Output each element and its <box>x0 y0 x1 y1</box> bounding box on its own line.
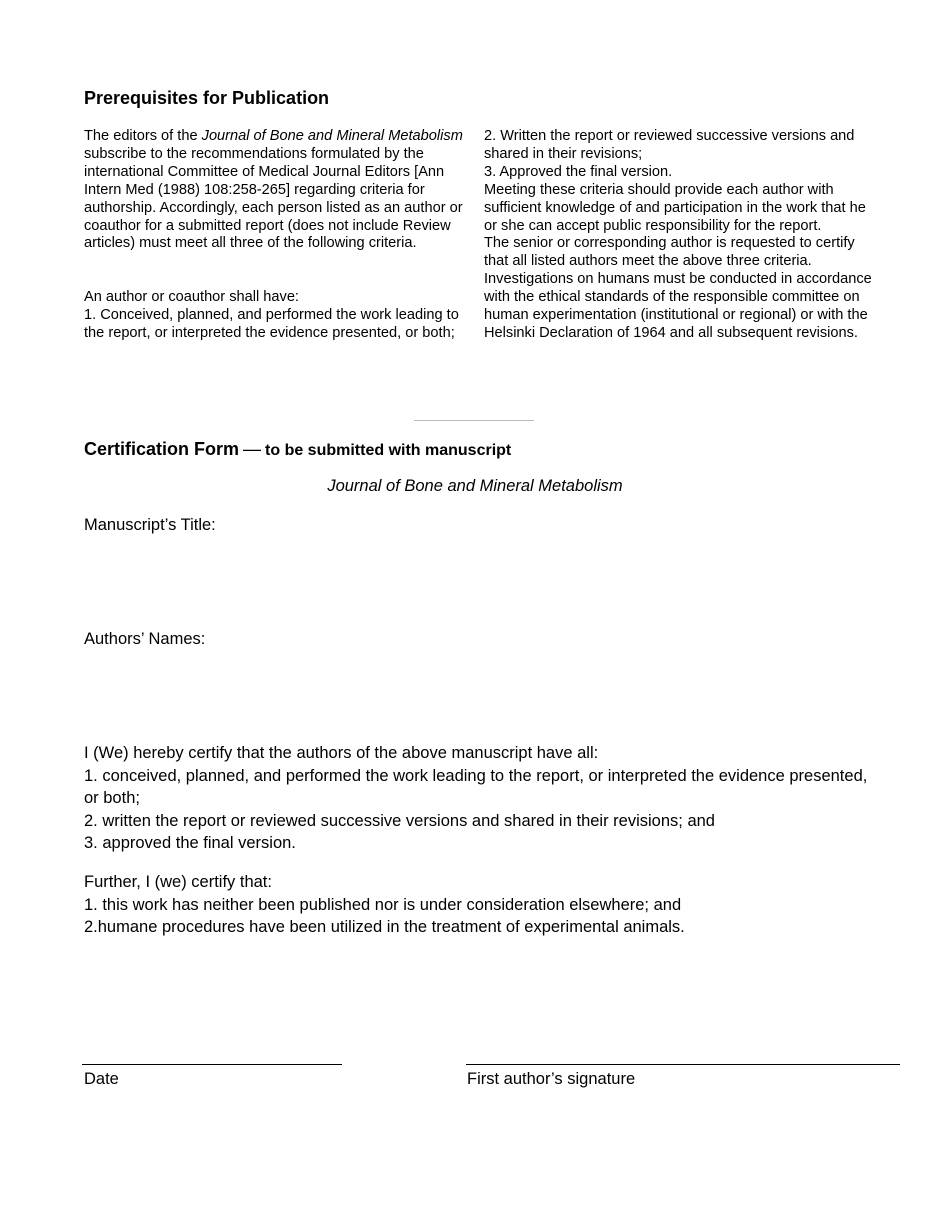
date-line <box>82 1064 342 1065</box>
certify-item-3: 3. approved the final version. <box>84 834 296 852</box>
certify-intro: I (We) hereby certify that the authors of the above manuscript have all: <box>84 744 599 762</box>
authors-names-label: Authors’ Names: <box>84 630 206 648</box>
further-intro: Further, I (we) certify that: <box>84 873 272 891</box>
certify-item-2: 2. written the report or reviewed successive versions and shared in their revisions; and <box>84 811 715 830</box>
further-item-1: 1. this work has neither been published nor is under consideration elsewhere; and <box>84 895 682 914</box>
manuscript-title-label: Manuscript’s Title: <box>84 516 216 534</box>
date-label: Date <box>84 1070 119 1088</box>
further-certify-block <box>84 871 874 939</box>
certify-item-1: 1. conceived, planned, and performed the work leading to the report, or interpreted the evidence presented, or both; <box>84 766 868 807</box>
editors-intro-text: The editors of the <box>84 128 202 144</box>
title-dash: — <box>243 439 262 459</box>
editors-paragraph <box>84 128 469 253</box>
criterion-1: 1. Conceived, planned, and performed the work leading to the report, or interpreted the evidence presented, or both; <box>84 307 459 341</box>
prerequisites-left-column <box>84 128 469 343</box>
prerequisites-title: Prerequisites for Publication <box>84 88 330 108</box>
prerequisites-right-column <box>484 128 879 343</box>
section-divider <box>414 420 534 421</box>
signature-line <box>466 1064 900 1065</box>
further-item-2: 2.humane procedures have been utilized in the treatment of experimental animals. <box>84 918 685 936</box>
criterion-2: 2. Written the report or reviewed successive versions and shared in their revisions; <box>484 128 855 162</box>
journal-name-italic: Journal of Bone and Mineral Metabolism <box>201 128 463 144</box>
criterion-3: 3. Approved the final version. <box>484 163 673 180</box>
author-intro: An author or coauthor shall have: <box>84 289 299 306</box>
senior-author-text: The senior or corresponding author is requested to certify that all listed authors meet the above three criteria. <box>484 235 855 270</box>
paragraph-spacer <box>84 253 469 289</box>
editors-intro-rest: subscribe to the recommendations formulated by the international Committee of Medical Journal Editors [Ann Intern Med (1988) 108:258-265] regarding criteria for authorship. Accordingly, each person listed as an author or coauthor for a submitted report (does not include Review articles) must meet all three of the following criteria. <box>84 145 463 252</box>
signature-label: First author’s signature <box>467 1070 636 1088</box>
certify-block <box>84 742 874 855</box>
certification-title: Certification Form <box>84 439 240 459</box>
journal-name: Journal of Bone and Mineral Metabolism <box>327 477 623 495</box>
certification-heading <box>84 434 511 462</box>
meeting-criteria-text: Meeting these criteria should provide each author with sufficient knowledge of and participation in the work that he or she can accept public responsibility for the report. <box>484 181 866 234</box>
investigations-text: Investigations on humans must be conducted in accordance with the ethical standards of the responsible committee on human experimentation (institutional or regional) or with the Helsinki Declaration of 1964 and all subsequent revisions. <box>484 271 872 341</box>
certification-subtitle: to be submitted with manuscript <box>265 442 512 459</box>
